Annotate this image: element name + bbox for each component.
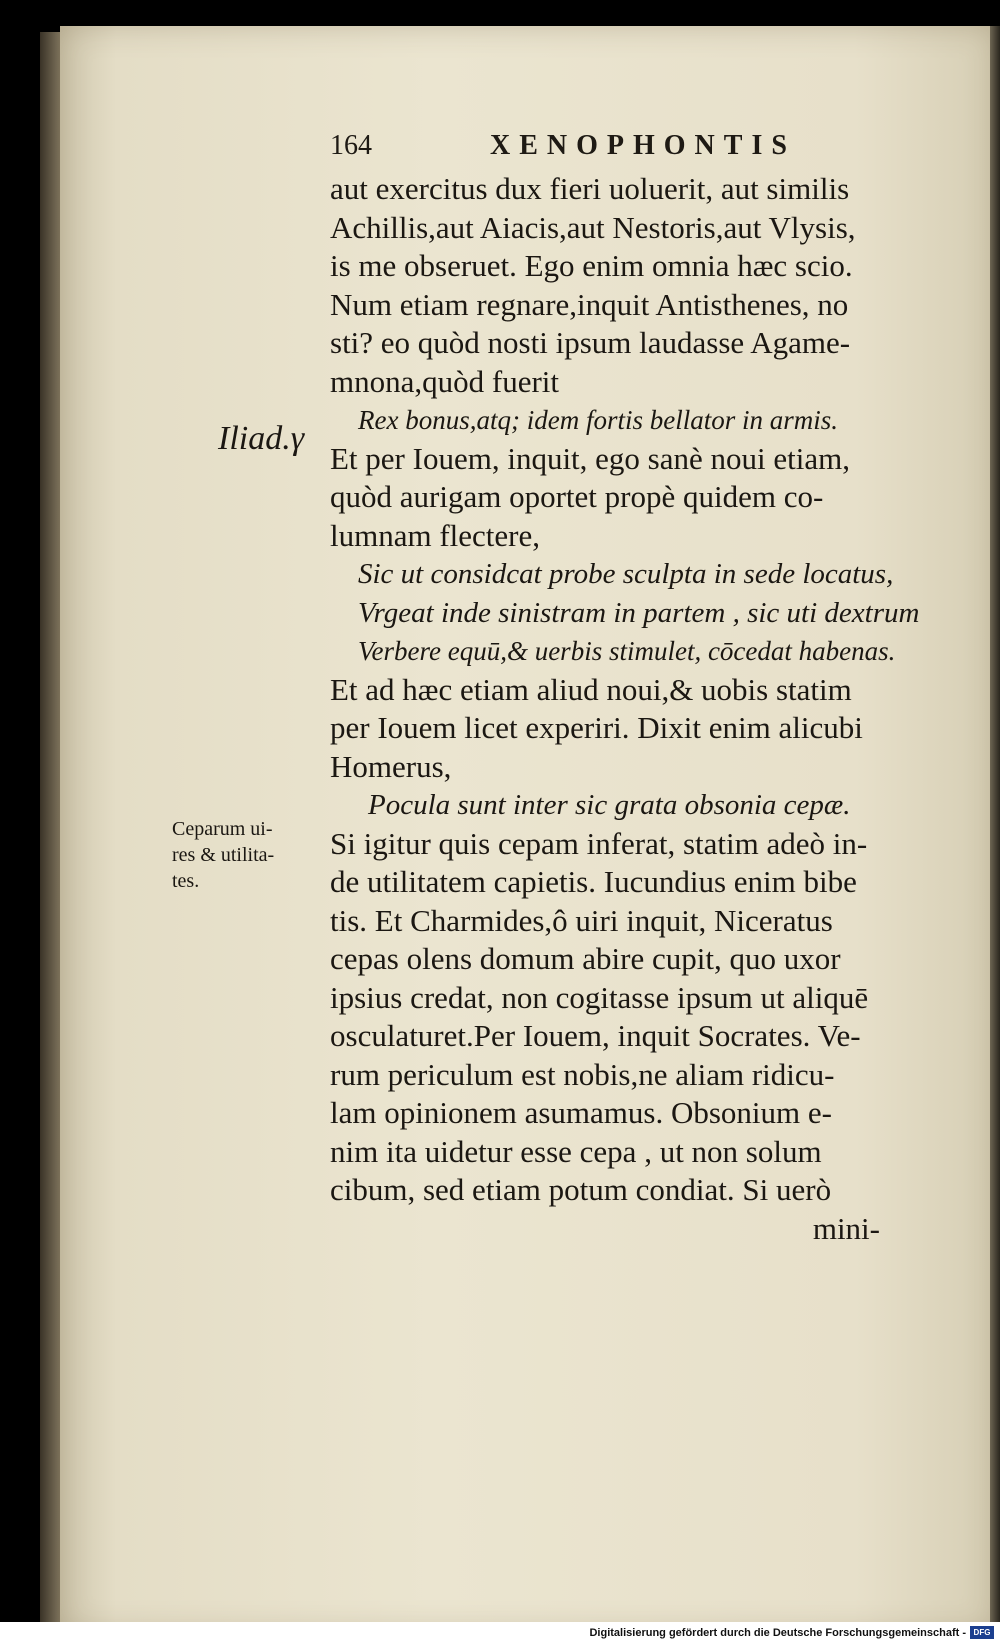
text-line: lumnam flectere,: [330, 517, 541, 553]
margin-note-ceparum: [172, 816, 322, 894]
margin-note-line: Ceparum ui-: [172, 818, 273, 840]
text-line: mnona,quòd fuerit: [330, 363, 560, 399]
text-line: Num etiam regnare,inquit Antisthenes, no: [330, 286, 849, 322]
footer-bar: [0, 1622, 1000, 1644]
text-line: Homerus,: [330, 748, 452, 784]
text-line: Verbere equū,& uerbis stimulet, cōcedat habenas.: [358, 636, 896, 666]
text-line: Rex bonus,atq; idem fortis bellator in armis.: [358, 405, 838, 435]
text-line: quòd aurigam oportet propè quidem co-: [330, 479, 824, 514]
text-line: Et per Iouem, inquit, ego sanè noui etiam,: [330, 440, 850, 476]
text-line: is me obseruet. Ego enim omnia hæc scio.: [330, 248, 853, 283]
text-block: [330, 170, 960, 1248]
text-line: tis. Et Charmides,ô uiri inquit, Niceratus: [330, 902, 833, 938]
text-line: Achillis,aut Aiacis,aut Nestoris,aut Vlysis,: [330, 209, 856, 245]
text-line: sti? eo quòd nosti ipsum laudasse Agame-: [330, 325, 851, 360]
margin-note-iliad: Iliad.γ: [218, 420, 305, 457]
text-line: nim ita uidetur esse cepa , ut non solum: [330, 1133, 822, 1169]
page-header: [330, 130, 870, 170]
margin-note-line: res & utilita-: [172, 844, 275, 866]
text-line: cibum, sed etiam potum condiat. Si uerò: [330, 1172, 832, 1207]
page-edge: [990, 26, 1000, 1632]
text-line: aut exercitus dux fieri uoluerit, aut similis: [330, 171, 850, 206]
dfg-logo: DFG: [970, 1626, 994, 1639]
text-line: rum periculum est nobis,ne aliam ridicu-: [330, 1056, 835, 1092]
text-line: de utilitatem capietis. Iucundius enim bibe: [330, 864, 857, 899]
text-line: osculaturet.Per Iouem, inquit Socrates. Ve-: [330, 1018, 861, 1053]
text-line: Si igitur quis cepam inferat, statim adeò in-: [330, 825, 868, 861]
page-number: 164: [330, 130, 372, 161]
running-head: XENOPHONTIS: [490, 130, 796, 161]
text-line: lam opinionem asumamus. Obsonium e-: [330, 1095, 832, 1130]
text-line: Vrgeat inde sinistram in partem , sic uti dextrum: [358, 596, 920, 629]
text-line: Sic ut considcat probe sculpta in sede locatus,: [358, 558, 894, 590]
text-line: Pocula sunt inter sic grata obsonia cepæ.: [368, 789, 851, 821]
text-line: Et ad hæc etiam aliud noui,& uobis statim: [330, 671, 852, 707]
text-line: per Iouem licet experiri. Dixit enim alicubi: [330, 710, 863, 745]
text-line: cepas olens domum abire cupit, quo uxor: [330, 941, 841, 976]
footer-credit: Digitalisierung gefördert durch die Deutsche Forschungsgemeinschaft -: [589, 1627, 966, 1639]
text-line: ipsius credat, non cogitasse ipsum ut aliquē: [330, 979, 869, 1015]
margin-note-line: tes.: [172, 870, 200, 892]
text-line: mini-: [812, 1210, 880, 1246]
